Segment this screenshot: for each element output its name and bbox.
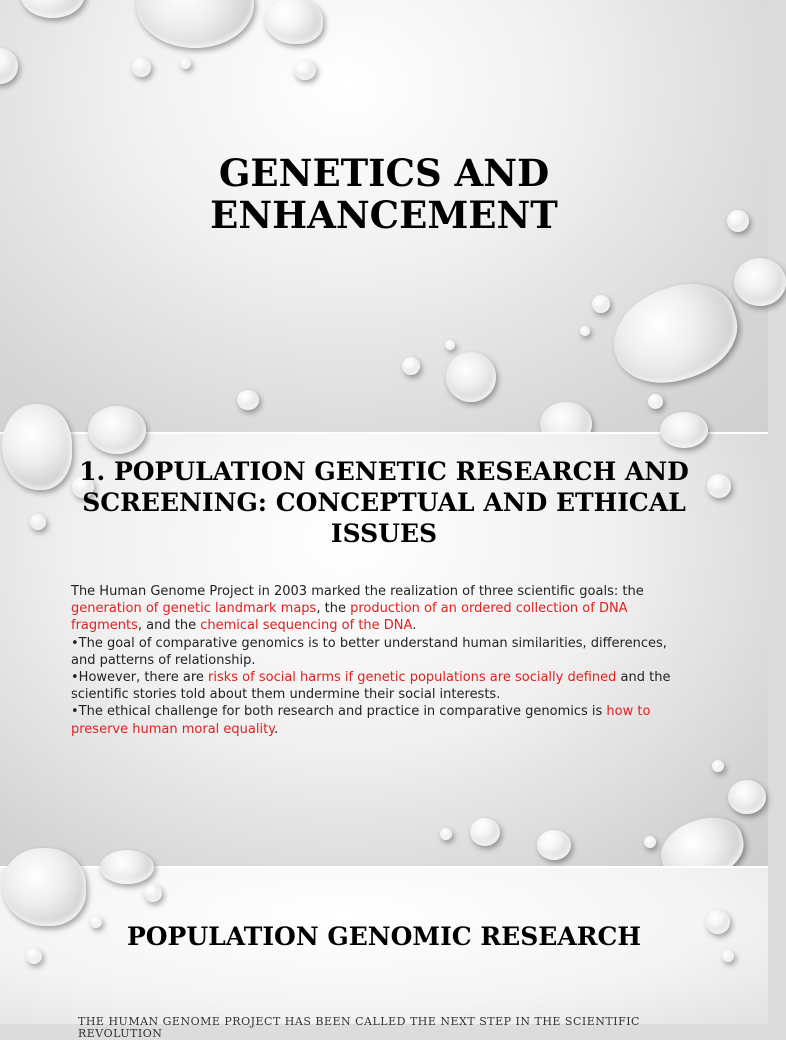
highlighted-text: generation of genetic landmark maps	[71, 601, 317, 617]
water-droplet	[440, 828, 452, 840]
body-paragraph	[71, 669, 671, 703]
water-droplet	[712, 760, 724, 772]
water-droplet	[0, 48, 18, 84]
slide-title	[0, 0, 768, 432]
title-line: ENHANCEMENT	[210, 193, 558, 237]
water-droplet	[592, 295, 610, 313]
highlighted-text: chemical sequencing of the DNA	[200, 618, 413, 634]
body-text-segment: .	[412, 618, 417, 634]
water-droplet	[20, 0, 85, 18]
water-droplet	[136, 0, 254, 48]
water-droplet	[294, 60, 316, 80]
water-droplet	[728, 780, 766, 814]
water-droplet	[601, 271, 749, 397]
title-line: GENETICS AND	[218, 151, 550, 195]
slide2-body	[71, 583, 671, 738]
water-droplet	[648, 394, 663, 409]
slide3-body-cut: THE HUMAN GENOME PROJECT HAS BEEN CALLED THE NEXT STEP IN THE SCIENTIFIC REVOLUTION	[78, 1015, 640, 1040]
body-paragraph	[71, 703, 671, 737]
body-paragraph	[71, 635, 671, 669]
highlighted-text: how to preserve human moral equality	[71, 704, 651, 737]
water-droplet	[734, 258, 786, 306]
body-text-segment: and the scientific stories told about them undermine their social interests.	[71, 670, 671, 703]
water-droplet	[2, 848, 86, 926]
water-droplet	[402, 357, 420, 375]
highlighted-text: risks of social harms if genetic populations are socially defined	[208, 670, 617, 686]
slide2-heading	[0, 456, 768, 549]
water-droplet	[132, 58, 151, 77]
body-text-segment: The Human Genome Project in 2003 marked the realization of three scientific goals: the	[71, 584, 644, 599]
title-line: ISSUES	[330, 519, 438, 548]
body-text-segment: •However, there are	[71, 670, 209, 686]
water-droplet	[446, 352, 496, 402]
title-line: SCREENING: CONCEPTUAL AND ETHICAL	[82, 488, 686, 517]
body-text-segment: •The goal of comparative genomics is to better understand human similarities, differences, and patterns of relationship.	[71, 635, 667, 668]
water-droplet	[144, 884, 162, 902]
body-text-segment: , the	[316, 601, 351, 617]
water-droplet	[470, 818, 500, 846]
body-text-segment: •The ethical challenge for both research and practice in comparative genomics is	[71, 704, 607, 720]
water-droplet	[265, 0, 323, 44]
water-droplet	[580, 326, 590, 336]
water-droplet	[88, 406, 146, 454]
water-droplet	[644, 836, 656, 848]
water-droplet	[537, 830, 571, 860]
water-droplet	[100, 850, 154, 884]
slide-title-heading	[0, 152, 768, 236]
water-droplet	[180, 58, 191, 69]
body-paragraph	[71, 583, 671, 635]
title-line: 1. POPULATION GENETIC RESEARCH AND	[79, 457, 689, 486]
slide3-heading: POPULATION GENOMIC RESEARCH	[126, 922, 642, 951]
water-droplet	[660, 412, 708, 448]
water-droplet	[445, 340, 455, 350]
highlighted-text: production of an ordered collection of DNA fragments	[71, 601, 628, 634]
water-droplet	[237, 390, 259, 410]
body-text-segment: , and the	[137, 618, 201, 634]
body-text-segment: .	[274, 721, 279, 737]
